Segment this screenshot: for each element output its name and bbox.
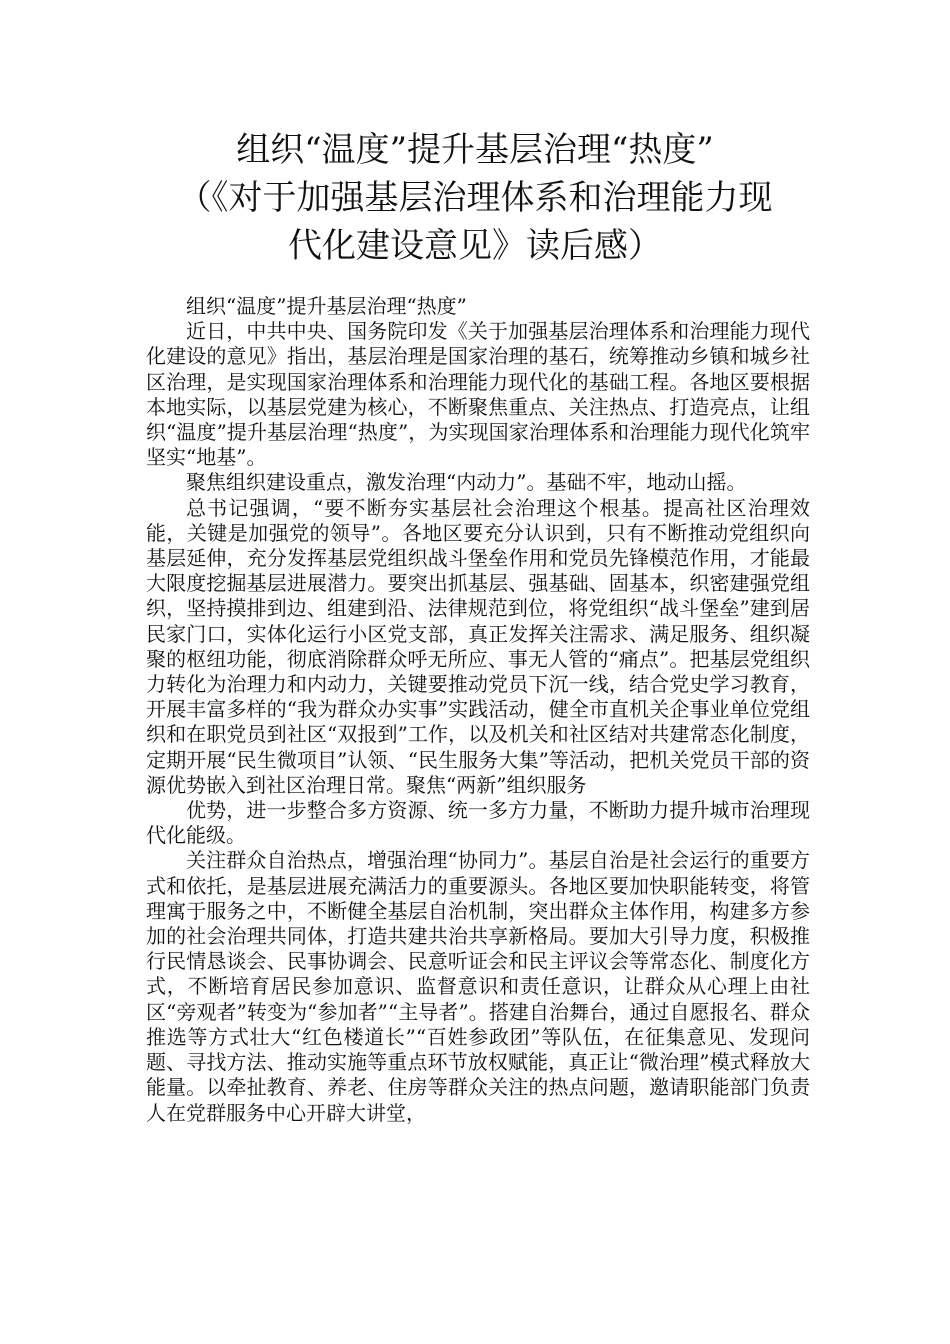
paragraph-intro: 近日，中共中央、国务院印发《关于加强基层治理体系和治理能力现代化建设的意见》指出，基层治理是国家治理的基石，统筹推动乡镇和城乡社区治理，是实现国家治理体系和治理能力现代化的基础工程。各地区要根据本地实际，以基层党建为核心，不断聚焦重点、关注热点、打造亮点，让组织“温度”提升基层治理“热度”，为实现国家治理体系和治理能力现代化筑牢坚实“地基”。 [146,319,810,470]
paragraph-organization-focus: 聚焦组织建设重点，激发治理“内动力”。基础不牢，地动山摇。 [186,470,747,495]
document-title [140,126,810,270]
title-line-1: 组织“温度”提升基层治理“热度” [236,130,714,170]
paragraph-secretary-quote: 总书记强调，“要不断夯实基层社会治理这个根基。提高社区治理效能，关键是加强党的领导”。各地区要充分认识到，只有不断推动党组织向基层延伸，充分发挥基层党组织战斗堡垒作用和党员先锋模范作用，才能最大限度挖掘基层进展潜力。要突出抓基层、强基础、固基本，织密建强党组织，坚持摸排到边、组建到沿、法律规范到位，将党组织“战斗堡垒”建到居民家门口，实体化运行小区党支部，真正发挥关注需求、满足服务、组织凝聚的枢纽功能，彻底消除群众呼无所应、事无人管的“痛点”。把基层党组织力转化为治理力和内动力，关键要推动党员下沉一线，结合党史学习教育，开展丰富多样的“我为群众办实事”实践活动，健全市直机关企事业单位党组织和在职党员到社区“双报到”工作，以及机关和社区结对共建常态化制度，定期开展“民生微项目”认领、“民生服务大集”等活动，把机关党员干部的资源优势嵌入到社区治理日常。聚焦“两新”组织服务 [146,495,810,797]
paragraph-self-governance: 关注群众自治热点，增强治理“协同力”。基层自治是社会运行的重要方式和依托，是基层进展充满活力的重要源头。各地区要加快职能转变，将管理寓于服务之中，不断健全基层自治机制，突出群众主体作用，构建多方参加的社会治理共同体，打造共建共治共享新格局。要加大引导力度，积极推行民情恳谈会、民事协调会、民意听证会和民主评议会等常态化、制度化方式，不断培育居民参加意识、监督意识和责任意识，让群众从心理上由社区“旁观者”转变为“参加者”“主导者”。搭建自治舞台，通过自愿报名、群众推选等方式壮大“红色楼道长”“百姓参政团”等队伍，在征集意见、发现问题、寻找方法、推动实施等重点环节放权赋能，真正让“微治理”模式释放大能量。以牵扯教育、养老、住房等群众关注的热点问题，邀请职能部门负责人在党群服务中心开辟大讲堂， [146,848,810,1125]
document-body [146,294,810,1126]
body-subtitle: 组织“温度”提升基层治理“热度” [186,294,467,318]
title-line-2: （《对于加强基层治理体系和治理能力现 [177,178,773,218]
paragraph-advantage: 优势，进一步整合多方资源、统一多方力量，不断助力提升城市治理现代化能级。 [146,798,810,848]
title-line-3: 代化建设意见》读后感） [288,226,662,266]
